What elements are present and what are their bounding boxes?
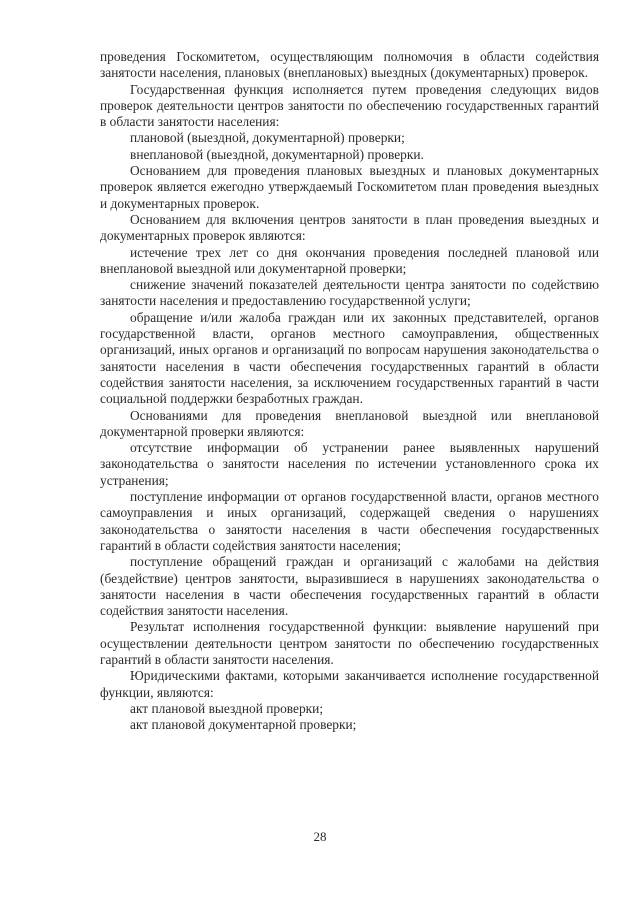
paragraph: обращение и/или жалоба граждан или их законных представителей, органов государственной власти, органов местного самоуправления, общественных организаций, иных органов и организаций по вопросам нарушения законодательства о занятости населения в части обеспечения государственных гарантий в области содействия занятости населения, за исключением государственных гарантий в части социальной поддержки безработных граждан. [100, 309, 599, 407]
paragraph: внеплановой (выездной, документарной) проверки. [130, 146, 424, 162]
paragraph: Основанием для включения центров занятости в план проведения выездных и документарных проверок являются: [100, 211, 599, 244]
paragraph: акт плановой документарной проверки; [130, 717, 357, 733]
paragraph: истечение трех лет со дня окончания проведения последней плановой или внеплановой выездной или документарной проверки; [100, 244, 599, 276]
paragraph: Основанием для проведения плановых выездных и плановых документарных проверок является ежегодно утверждаемый Госкомитетом план проведения выездных и документарных проверок. [100, 163, 599, 211]
paragraph: поступление обращений граждан и организаций с жалобами на действия (бездействие) центров занятости, выразившиеся в нарушениях законодательства о занятости населения в части обеспечения государственных гарантий в области содействия занятости населения. [100, 554, 599, 619]
paragraph: плановой (выездной, документарной) проверки; [130, 130, 405, 146]
paragraph: Основаниями для проведения внеплановой выездной или внеплановой документарной проверки являются: [100, 407, 599, 439]
paragraph: поступление информации от органов государственной власти, органов местного самоуправления и иных организаций, содержащей сведения о нарушениях законодательства о занятости населения в части обеспечения государственных гарантий в области содействия занятости населения; [100, 489, 599, 553]
paragraph: Государственная функция исполняется путем проведения следующих видов проверок деятельности центров занятости по обеспечению государственных гарантий в области занятости населения: [100, 81, 599, 130]
body-text [100, 49, 599, 733]
paragraph: Юридическими фактами, которыми заканчивается исполнение государственной функции, являются: [100, 668, 599, 700]
paragraph: отсутствие информации об устранении ранее выявленных нарушений законодательства о занятости населения по истечении установленного срока их устранения; [100, 440, 599, 488]
paragraph: проведения Госкомитетом, осуществляющим полномочия в области содействия занятости населения, плановых (внеплановых) выездных (документарных) проверок. [100, 49, 599, 81]
paragraph: снижение значений показателей деятельности центра занятости по содействию занятости населения и предоставлению государственной услуги; [100, 277, 599, 309]
paragraph: Результат исполнения государственной функции: выявление нарушений при осуществлении деятельности центром занятости по обеспечению государственных гарантий в области занятости населения. [100, 619, 599, 667]
paragraph: акт плановой выездной проверки; [130, 700, 324, 716]
page-number: 28 [313, 829, 327, 844]
